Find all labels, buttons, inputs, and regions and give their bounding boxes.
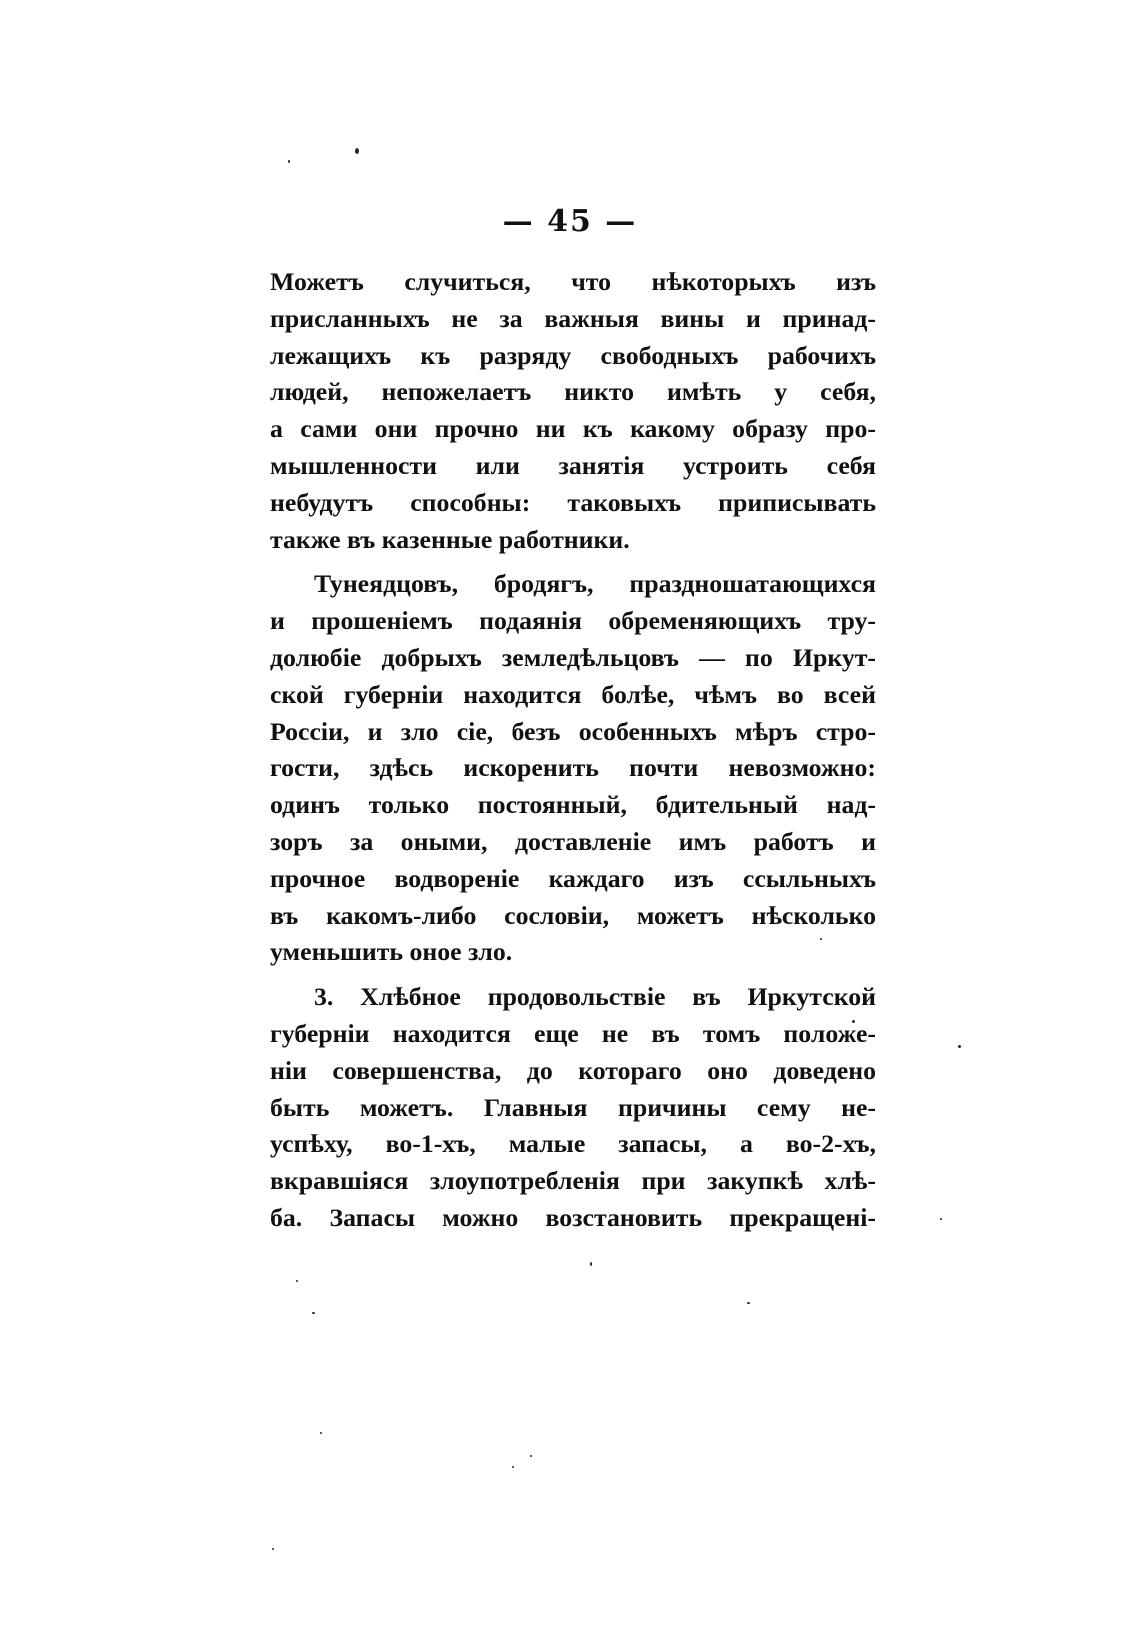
text-line: присланныхъ не за важныя вины и принад-	[270, 303, 876, 333]
text-line: уменьшить оное зло.	[270, 937, 513, 967]
text-line: 3. Хлѣбное продовольствіе въ Иркутской	[314, 982, 876, 1012]
text-line: мышленности или занятія устроить себя	[270, 450, 876, 480]
scan-speck	[958, 1045, 961, 1048]
scan-speck	[530, 1455, 532, 1457]
body-text	[270, 264, 876, 1245]
scan-speck	[312, 1312, 315, 1314]
paragraph	[270, 566, 876, 971]
text-line: прочное водвореніе каждаго изъ ссыльныхъ	[270, 863, 876, 893]
text-line: въ какомъ-либо сословіи, можетъ нѣсколько	[270, 900, 876, 930]
text-line: а сами они прочно ни къ какому образу про-	[270, 414, 876, 444]
scan-speck	[320, 1432, 322, 1434]
text-line: ба. Запасы можно возстановить прекращені-	[270, 1202, 876, 1232]
text-line: и прошеніемъ подаянія обременяющихъ тру-	[270, 606, 876, 636]
text-line: Можетъ случиться, что нѣкоторыхъ изъ	[270, 267, 876, 296]
text-line: Тунеядцовъ, бродягъ, праздношатающихся	[314, 569, 876, 599]
text-line: гости, здѣсь искоренить почти невозможно:	[270, 753, 876, 783]
text-line: успѣху, во-1-хъ, малые запасы, а во-2-хъ,	[270, 1129, 876, 1159]
text-line: лежащихъ къ разряду свободныхъ рабочихъ	[270, 340, 876, 370]
scan-speck	[288, 160, 290, 163]
scan-speck	[355, 148, 359, 154]
page-number: — 45 —	[502, 204, 638, 239]
text-line: небудутъ способны: таковыхъ приписывать	[270, 487, 876, 517]
scan-speck	[272, 1548, 274, 1550]
paragraph	[270, 979, 876, 1237]
text-line: ской губерніи находится болѣе, чѣмъ во всей	[270, 679, 876, 709]
text-line: людей, непожелаетъ никто имѣть у себя,	[270, 377, 876, 407]
text-line: ніи совершенства, до котораго оно доведено	[270, 1055, 876, 1085]
scan-speck	[940, 1218, 942, 1220]
text-line: вкравшіяся злоупотребленія при закупкѣ хлѣ-	[270, 1166, 876, 1196]
scan-speck	[590, 1262, 592, 1266]
text-line: зоръ за оными, доставленіе имъ работъ и	[270, 826, 876, 856]
text-line: долюбіе добрыхъ земледѣльцовъ — по Иркут-	[270, 642, 876, 672]
scan-speck	[512, 1466, 514, 1468]
paragraph	[270, 264, 876, 558]
text-line: также въ казенные работники.	[270, 524, 630, 554]
text-line: губерніи находится еще не въ томъ положе-	[270, 1018, 876, 1048]
scan-speck	[296, 1280, 298, 1282]
text-line: Россіи, и зло сіе, безъ особенныхъ мѣръ стро-	[270, 716, 876, 746]
scan-speck	[747, 1302, 750, 1304]
text-line: одинъ только постоянный, бдительный над-	[270, 790, 876, 820]
text-line: быть можетъ. Главныя причины сему не-	[270, 1092, 876, 1122]
